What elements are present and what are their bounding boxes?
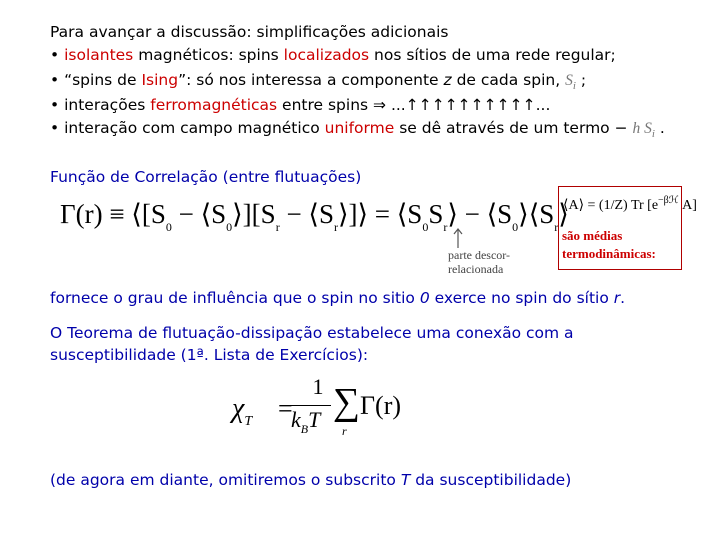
- intro-title: Para avançar a discussão: simplificações adicionais: [50, 23, 449, 41]
- bullet-2-text-d: ;: [575, 71, 587, 89]
- thermal-average-tail: A]: [678, 198, 697, 213]
- influence-text-a: fornece o grau de influência que o spin no sitio: [50, 289, 420, 307]
- formula-part-5: ⟩]⟩ = ⟨S: [337, 199, 423, 229]
- bullet-4-field-subscript: i: [651, 128, 655, 140]
- footer-note: [50, 470, 571, 490]
- thermal-average-main: ⟨A⟩ = (1/Z) Tr [e: [563, 198, 659, 213]
- formula-part-6: S: [428, 199, 444, 229]
- chi-denominator: [291, 406, 320, 437]
- bullet-2-prefix: • “spins de: [50, 71, 142, 89]
- theorem-line-1: O Teorema de flutuação-dissipação estabelece uma conexão com a: [50, 324, 574, 342]
- influence-site-0: 0: [419, 289, 430, 307]
- formula-sub-2: 0: [226, 220, 233, 234]
- influence-sentence: [50, 288, 625, 308]
- bullet-insulators: [50, 45, 616, 65]
- bullet-4-field-symbol: h S: [632, 120, 652, 137]
- bullet-2-highlight-ising: Ising: [141, 71, 179, 89]
- thermal-average-label: [562, 227, 656, 263]
- bullet-ising: [50, 70, 586, 92]
- bullet-1-text-c: nos sítios de uma rede regular;: [369, 46, 616, 64]
- formula-part-1: Γ(r) ≡ ⟨[S: [60, 199, 166, 229]
- correlation-formula: [60, 196, 569, 237]
- bullet-3-prefix: • interações: [50, 96, 151, 114]
- thermal-average-formula: [563, 196, 697, 217]
- formula-part-4: − ⟨S: [279, 199, 334, 229]
- uncorrelated-note: [448, 248, 510, 276]
- chi-numerator: 1: [312, 374, 324, 399]
- bullet-2-spin-subscript: i: [572, 80, 576, 92]
- chi-lhs: [232, 393, 252, 430]
- bullet-ferro: [50, 95, 550, 115]
- theorem-line-2: susceptibilidade (1ª. Lista de Exercícios):: [50, 346, 369, 364]
- formula-sub-6: r: [443, 220, 448, 234]
- bullet-1-text-b: magnéticos: spins: [133, 46, 284, 64]
- bullet-2-text-c: de cada spin,: [451, 71, 566, 89]
- formula-part-9: ⟩: [558, 199, 569, 229]
- chi-den-t: T: [308, 407, 321, 432]
- footer-text-c: da susceptibilidade): [410, 471, 572, 489]
- formula-sub-5: 0: [422, 220, 429, 234]
- uncorrelated-note-line-1: parte descor-: [448, 248, 511, 262]
- influence-text-e: .: [620, 289, 626, 307]
- formula-sub-4: r: [333, 220, 338, 234]
- influence-site-r: r: [613, 289, 621, 307]
- uncorrelated-note-line-2: relacionada: [448, 262, 504, 276]
- formula-sub-1: 0: [165, 220, 172, 234]
- bullet-4-highlight-uniform: uniforme: [324, 119, 395, 137]
- formula-sub-7: 0: [512, 220, 519, 234]
- chi-sum-subscript: r: [342, 424, 347, 438]
- bullet-4-text-b: se dê através de um termo −: [394, 119, 633, 137]
- bullet-2-z: z: [443, 71, 452, 89]
- thermal-average-label-line-1: são médias: [562, 228, 623, 243]
- bullet-3-highlight-ferro: ferromagnéticas: [150, 96, 278, 114]
- chi-den-k: k: [291, 407, 301, 432]
- bullet-4-text-c: .: [654, 119, 665, 137]
- bullet-2-text-b: ”: só nos interessa a componente: [178, 71, 444, 89]
- chi-symbol: χ: [232, 393, 245, 424]
- bullet-1-highlight-insulators: isolantes: [64, 46, 134, 64]
- bullet-2-spin-symbol: S: [565, 72, 573, 89]
- footer-t: T: [400, 471, 411, 489]
- bullet-field: [50, 118, 665, 140]
- formula-part-8: ⟩⟨S: [518, 199, 555, 229]
- chi-sum-symbol: ∑: [333, 381, 361, 423]
- thermal-average-exponent: −βℋ: [658, 195, 679, 206]
- bullet-1-highlight-localized: localizados: [283, 46, 370, 64]
- bullet-4-prefix: • interação com campo magnético: [50, 119, 325, 137]
- correlation-heading: Função de Correlação (entre flutuações): [50, 168, 362, 186]
- bullet-1-prefix: •: [50, 46, 65, 64]
- influence-text-c: exerce no spin do sítio: [429, 289, 614, 307]
- formula-part-2: − ⟨S: [171, 199, 227, 229]
- footer-text-a: (de agora em diante, omitiremos o subscrito: [50, 471, 401, 489]
- formula-sub-3: r: [275, 220, 280, 234]
- chi-subscript: T: [244, 414, 253, 429]
- uncorrelated-arrow-icon: [448, 226, 468, 250]
- bullet-3-text-b: entre spins ⇒ ...↑↑↑↑↑↑↑↑↑↑...: [277, 96, 551, 114]
- formula-part-7: ⟩ − ⟨S: [447, 199, 513, 229]
- thermal-average-label-line-2: termodinâmicas:: [562, 246, 656, 261]
- chi-den-sub: B: [300, 422, 309, 436]
- formula-part-3: ⟩][S: [232, 199, 276, 229]
- chi-equals: =: [278, 394, 293, 423]
- formula-sub-8: r: [554, 220, 559, 234]
- chi-rhs: Γ(r): [360, 391, 402, 420]
